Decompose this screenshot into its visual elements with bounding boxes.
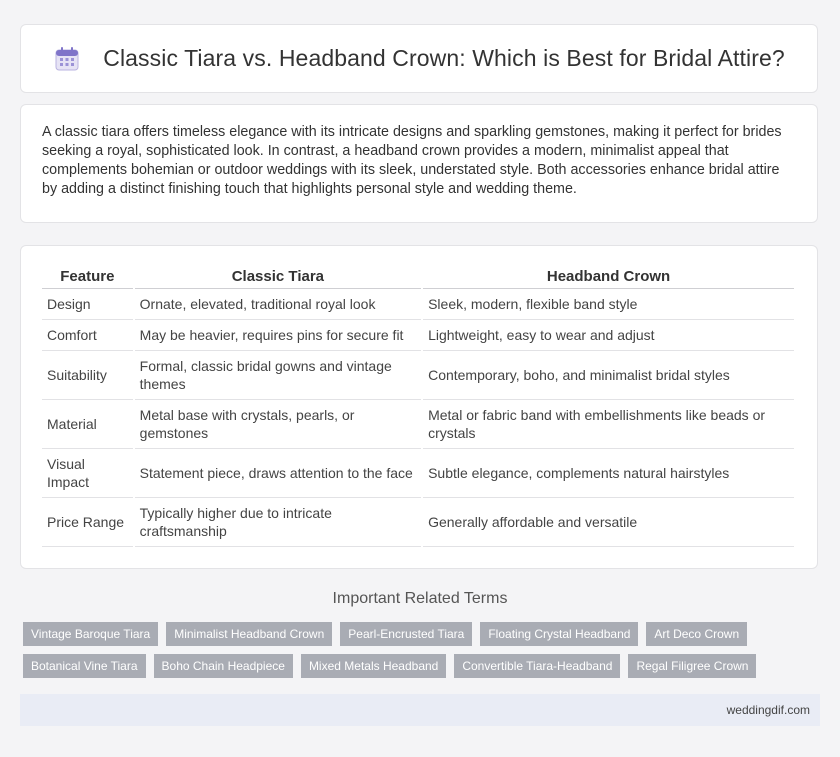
tiara-cell: Metal base with crystals, pearls, or gemstones bbox=[135, 400, 421, 449]
feature-cell: Material bbox=[42, 400, 133, 449]
feature-cell: Suitability bbox=[42, 351, 133, 400]
header-headband-crown: Headband Crown bbox=[423, 264, 794, 289]
table-row bbox=[42, 289, 794, 320]
tiara-cell: Ornate, elevated, traditional royal look bbox=[135, 289, 421, 320]
tiara-cell: Formal, classic bridal gowns and vintage themes bbox=[135, 351, 421, 400]
comparison-table bbox=[40, 264, 796, 547]
header-classic-tiara: Classic Tiara bbox=[135, 264, 421, 289]
comparison-card bbox=[20, 245, 818, 569]
tiara-cell: Statement piece, draws attention to the face bbox=[135, 449, 421, 498]
headband-cell: Sleek, modern, flexible band style bbox=[423, 289, 794, 320]
tag-regal-filigree-crown[interactable]: Regal Filigree Crown bbox=[628, 654, 756, 678]
table-row bbox=[42, 320, 794, 351]
tag-row bbox=[23, 622, 823, 646]
tag-pearl-encrusted-tiara[interactable]: Pearl-Encrusted Tiara bbox=[340, 622, 472, 646]
related-terms-heading: Important Related Terms bbox=[332, 590, 508, 607]
title-card bbox=[20, 24, 818, 93]
tag-art-deco-crown[interactable]: Art Deco Crown bbox=[646, 622, 747, 646]
feature-cell: Price Range bbox=[42, 498, 133, 547]
feature-cell: Visual Impact bbox=[42, 449, 133, 498]
table-row bbox=[42, 449, 794, 498]
tiara-cell: May be heavier, requires pins for secure fit bbox=[135, 320, 421, 351]
footer-site-link[interactable]: weddingdif.com bbox=[726, 703, 810, 717]
related-terms-tags bbox=[23, 622, 823, 686]
headband-cell: Metal or fabric band with embellishments like beads or crystals bbox=[423, 400, 794, 449]
headband-cell: Lightweight, easy to wear and adjust bbox=[423, 320, 794, 351]
headband-cell: Contemporary, boho, and minimalist bridal styles bbox=[423, 351, 794, 400]
table-row bbox=[42, 498, 794, 547]
tiara-cell: Typically higher due to intricate craftsmanship bbox=[135, 498, 421, 547]
tag-boho-chain-headpiece[interactable]: Boho Chain Headpiece bbox=[154, 654, 293, 678]
tag-row bbox=[23, 654, 823, 678]
tag-convertible-tiara-headband[interactable]: Convertible Tiara-Headband bbox=[454, 654, 620, 678]
feature-cell: Design bbox=[42, 289, 133, 320]
calendar-icon bbox=[53, 45, 81, 73]
table-header-row bbox=[42, 264, 794, 289]
tag-botanical-vine-tiara[interactable]: Botanical Vine Tiara bbox=[23, 654, 146, 678]
footer bbox=[20, 694, 820, 726]
tag-minimalist-headband-crown[interactable]: Minimalist Headband Crown bbox=[166, 622, 332, 646]
intro-paragraph: A classic tiara offers timeless elegance with its intricate designs and sparkling gemstones, making it perfect for brides seeking a royal, sophisticated look. In contrast, a headband crown provides a modern, minimalist appeal that complements bohemian or outdoor weddings with its sleek, understated style. Both accessories enhance bridal attire by adding a distinct finishing touch that highlights personal style and wedding theme. bbox=[42, 124, 782, 197]
intro-card bbox=[20, 104, 818, 223]
tag-vintage-baroque-tiara[interactable]: Vintage Baroque Tiara bbox=[23, 622, 158, 646]
table-row bbox=[42, 400, 794, 449]
headband-cell: Generally affordable and versatile bbox=[423, 498, 794, 547]
tag-mixed-metals-headband[interactable]: Mixed Metals Headband bbox=[301, 654, 446, 678]
header-feature: Feature bbox=[42, 264, 133, 289]
feature-cell: Comfort bbox=[42, 320, 133, 351]
page-title: Classic Tiara vs. Headband Crown: Which is Best for Bridal Attire? bbox=[103, 45, 785, 71]
headband-cell: Subtle elegance, complements natural hairstyles bbox=[423, 449, 794, 498]
tag-floating-crystal-headband[interactable]: Floating Crystal Headband bbox=[480, 622, 638, 646]
table-row bbox=[42, 351, 794, 400]
